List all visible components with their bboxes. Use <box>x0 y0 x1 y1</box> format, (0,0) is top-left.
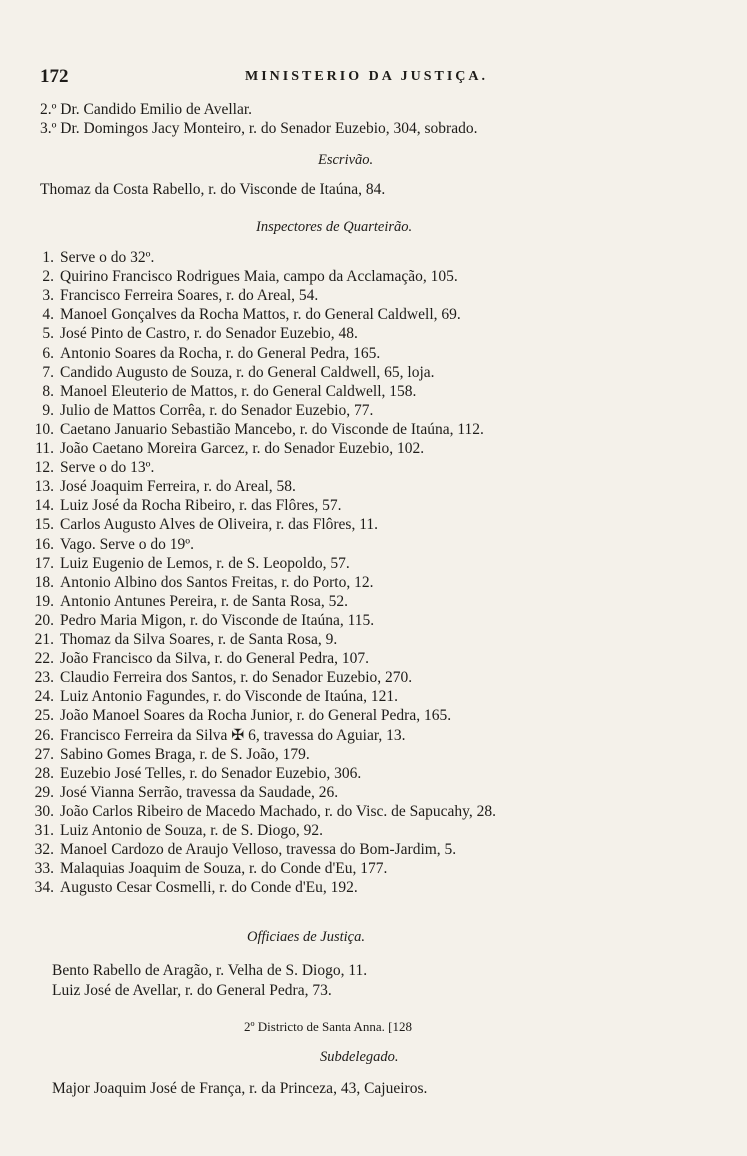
entry-number: 21. <box>34 631 54 648</box>
inspector-entry <box>22 535 194 554</box>
top-line: 2.º Dr. Candido Emilio de Avellar. <box>40 101 253 118</box>
inspector-entry <box>22 477 296 496</box>
officiaes-line: Bento Rabello de Aragão, r. Velha de S. Diogo, 11. <box>52 962 368 979</box>
inspector-entry <box>22 344 380 363</box>
entry-number: 30. <box>34 802 54 820</box>
entry-text: Luiz Eugenio de Lemos, r. de S. Leopoldo, 57. <box>60 554 350 572</box>
entry-text: João Manoel Soares da Rocha Junior, r. do General Pedra, 165. <box>60 707 452 725</box>
page-header <box>40 66 700 90</box>
inspector-entry <box>22 363 435 382</box>
section-heading-subdelegado: Subdelegado. <box>320 1049 399 1065</box>
entry-text: José Pinto de Castro, r. do Senador Euzebio, 48. <box>60 325 358 343</box>
officiaes-line: Luiz José de Avellar, r. do General Pedra, 73. <box>52 982 332 999</box>
entry-text: Malaquias Joaquim de Souza, r. do Conde d'Eu, 177. <box>60 860 388 878</box>
entry-text: Manoel Eleuterio de Mattos, r. do General Caldwell, 158. <box>60 382 417 400</box>
subdelegado-line: Major Joaquim José de França, r. da Princeza, 43, Cajueiros. <box>52 1080 428 1097</box>
entry-number: 14. <box>34 497 54 515</box>
entry-text: Francisco Ferreira Soares, r. do Areal, 54. <box>60 287 319 305</box>
inspector-entry <box>22 840 456 859</box>
inspector-entry <box>22 706 451 725</box>
entry-number: 6. <box>42 344 54 362</box>
entry-text: Manoel Cardozo de Araujo Velloso, travessa do Bom-Jardim, 5. <box>60 841 457 859</box>
entry-number: 24. <box>34 688 54 706</box>
entry-number: 1. <box>42 249 54 266</box>
entry-number: 5. <box>42 325 54 343</box>
inspector-entry <box>22 573 373 592</box>
inspector-entry <box>22 592 348 611</box>
entry-number: 27. <box>34 745 54 763</box>
inspector-entry <box>22 745 310 764</box>
entry-text: Pedro Maria Migon, r. do Visconde de Itaúna, 115. <box>60 611 375 629</box>
section-heading-inspectores: Inspectores de Quarteirão. <box>256 219 413 235</box>
top-line: 3.º Dr. Domingos Jacy Monteiro, r. do Senador Euzebio, 304, sobrado. <box>40 120 478 137</box>
inspector-entry <box>22 554 350 573</box>
entry-text: José Joaquim Ferreira, r. do Areal, 58. <box>60 478 296 496</box>
entry-number: 34. <box>34 879 54 897</box>
inspector-entry <box>22 382 416 401</box>
entry-number: 7. <box>42 363 54 381</box>
entry-number: 32. <box>34 841 54 859</box>
escrivao-line: Thomaz da Costa Rabello, r. do Visconde de Itaúna, 84. <box>40 181 386 198</box>
entry-text: Quirino Francisco Rodrigues Maia, campo da Acclamação, 105. <box>60 268 458 286</box>
inspector-entry <box>22 496 342 515</box>
entry-number: 29. <box>34 783 54 801</box>
inspector-entry <box>22 726 406 745</box>
entry-text: Sabino Gomes Braga, r. de S. João, 179. <box>60 745 310 763</box>
entry-number: 11. <box>35 440 54 457</box>
inspector-entry <box>22 859 387 878</box>
entry-number: 16. <box>34 535 54 553</box>
entry-text: Manoel Gonçalves da Rocha Mattos, r. do General Caldwell, 69. <box>60 306 461 324</box>
inspector-entry <box>22 878 358 897</box>
inspector-entry <box>22 305 461 324</box>
district-line: 2º Districto de Santa Anna. [128 <box>244 1019 412 1034</box>
inspector-entry <box>22 764 361 783</box>
inspector-entry <box>22 458 154 477</box>
entry-text: José Vianna Serrão, travessa da Saudade, 26. <box>60 783 339 801</box>
entry-text: Serve o do 32º. <box>60 249 155 266</box>
inspector-entry <box>22 248 154 267</box>
inspector-entry <box>22 668 412 687</box>
entry-number: 20. <box>34 611 54 629</box>
entry-text: Claudio Ferreira dos Santos, r. do Senador Euzebio, 270. <box>60 669 413 687</box>
entry-text: João Carlos Ribeiro de Macedo Machado, r. do Visc. de Sapucahy, 28. <box>60 802 496 820</box>
entry-number: 23. <box>34 669 54 687</box>
entry-number: 28. <box>34 764 54 782</box>
section-heading-officiaes: Officiaes de Justiça. <box>247 929 365 945</box>
entry-text: Euzebio José Telles, r. do Senador Euzebio, 306. <box>60 764 362 782</box>
inspector-entry <box>22 687 398 706</box>
entry-number: 26. <box>34 726 54 744</box>
entry-text: Francisco Ferreira da Silva ✠ 6, travessa do Aguiar, 13. <box>60 726 406 744</box>
entry-text: João Caetano Moreira Garcez, r. do Senador Euzebio, 102. <box>60 440 425 457</box>
inspector-entry <box>22 821 323 840</box>
inspector-entry <box>22 324 358 343</box>
entry-number: 17. <box>34 554 54 572</box>
inspector-entry <box>22 439 424 458</box>
entry-text: Luiz Antonio de Souza, r. de S. Diogo, 92. <box>60 822 324 839</box>
entry-text: Augusto Cesar Cosmelli, r. do Conde d'Eu, 192. <box>60 879 358 897</box>
inspector-entry <box>22 783 338 802</box>
inspector-entry <box>22 401 373 420</box>
entry-text: Antonio Antunes Pereira, r. de Santa Rosa, 52. <box>60 592 348 610</box>
section-heading-escrivao: Escrivão. <box>318 152 374 168</box>
entry-number: 10. <box>34 420 54 438</box>
entry-number: 9. <box>42 401 54 419</box>
entry-number: 18. <box>34 573 54 591</box>
entry-text: João Francisco da Silva, r. do General Pedra, 107. <box>60 650 370 668</box>
running-title: MINISTERIO DA JUSTIÇA. <box>245 69 488 84</box>
entry-text: Antonio Soares da Rocha, r. do General Pedra, 165. <box>60 344 381 362</box>
entry-number: 31. <box>34 822 54 839</box>
entry-number: 4. <box>42 306 54 324</box>
entry-number: 33. <box>34 860 54 878</box>
inspector-entry <box>22 802 496 821</box>
entry-text: Vago. Serve o do 19º. <box>60 535 194 553</box>
inspector-entry <box>22 649 369 668</box>
page-number: 172 <box>40 66 69 87</box>
entry-number: 2. <box>42 268 54 286</box>
entry-number: 25. <box>34 707 54 725</box>
inspector-entry <box>22 611 374 630</box>
entry-text: Thomaz da Silva Soares, r. de Santa Rosa, 9. <box>60 631 338 648</box>
inspector-entry <box>22 286 318 305</box>
inspector-entry <box>22 420 484 439</box>
entry-number: 8. <box>42 382 54 400</box>
entry-text: Luiz Antonio Fagundes, r. do Visconde de Itaúna, 121. <box>60 688 399 706</box>
inspector-entry <box>22 515 378 534</box>
entry-number: 15. <box>34 516 54 534</box>
entry-text: Serve o do 13º. <box>60 459 155 477</box>
entry-number: 3. <box>42 287 54 305</box>
entry-text: Carlos Augusto Alves de Oliveira, r. das Flôres, 11. <box>60 516 379 534</box>
entry-number: 12. <box>34 459 54 477</box>
inspector-entry <box>22 267 458 286</box>
entry-number: 19. <box>34 592 54 610</box>
entry-number: 13. <box>34 478 54 496</box>
inspector-entry <box>22 630 337 649</box>
entry-text: Luiz José da Rocha Ribeiro, r. das Flôres, 57. <box>60 497 342 515</box>
entry-number: 22. <box>34 650 54 668</box>
entry-text: Caetano Januario Sebastião Mancebo, r. do Visconde de Itaúna, 112. <box>60 420 484 438</box>
entry-text: Julio de Mattos Corrêa, r. do Senador Euzebio, 77. <box>60 401 374 419</box>
entry-text: Candido Augusto de Souza, r. do General Caldwell, 65, loja. <box>60 363 435 381</box>
entry-text: Antonio Albino dos Santos Freitas, r. do Porto, 12. <box>60 573 374 591</box>
